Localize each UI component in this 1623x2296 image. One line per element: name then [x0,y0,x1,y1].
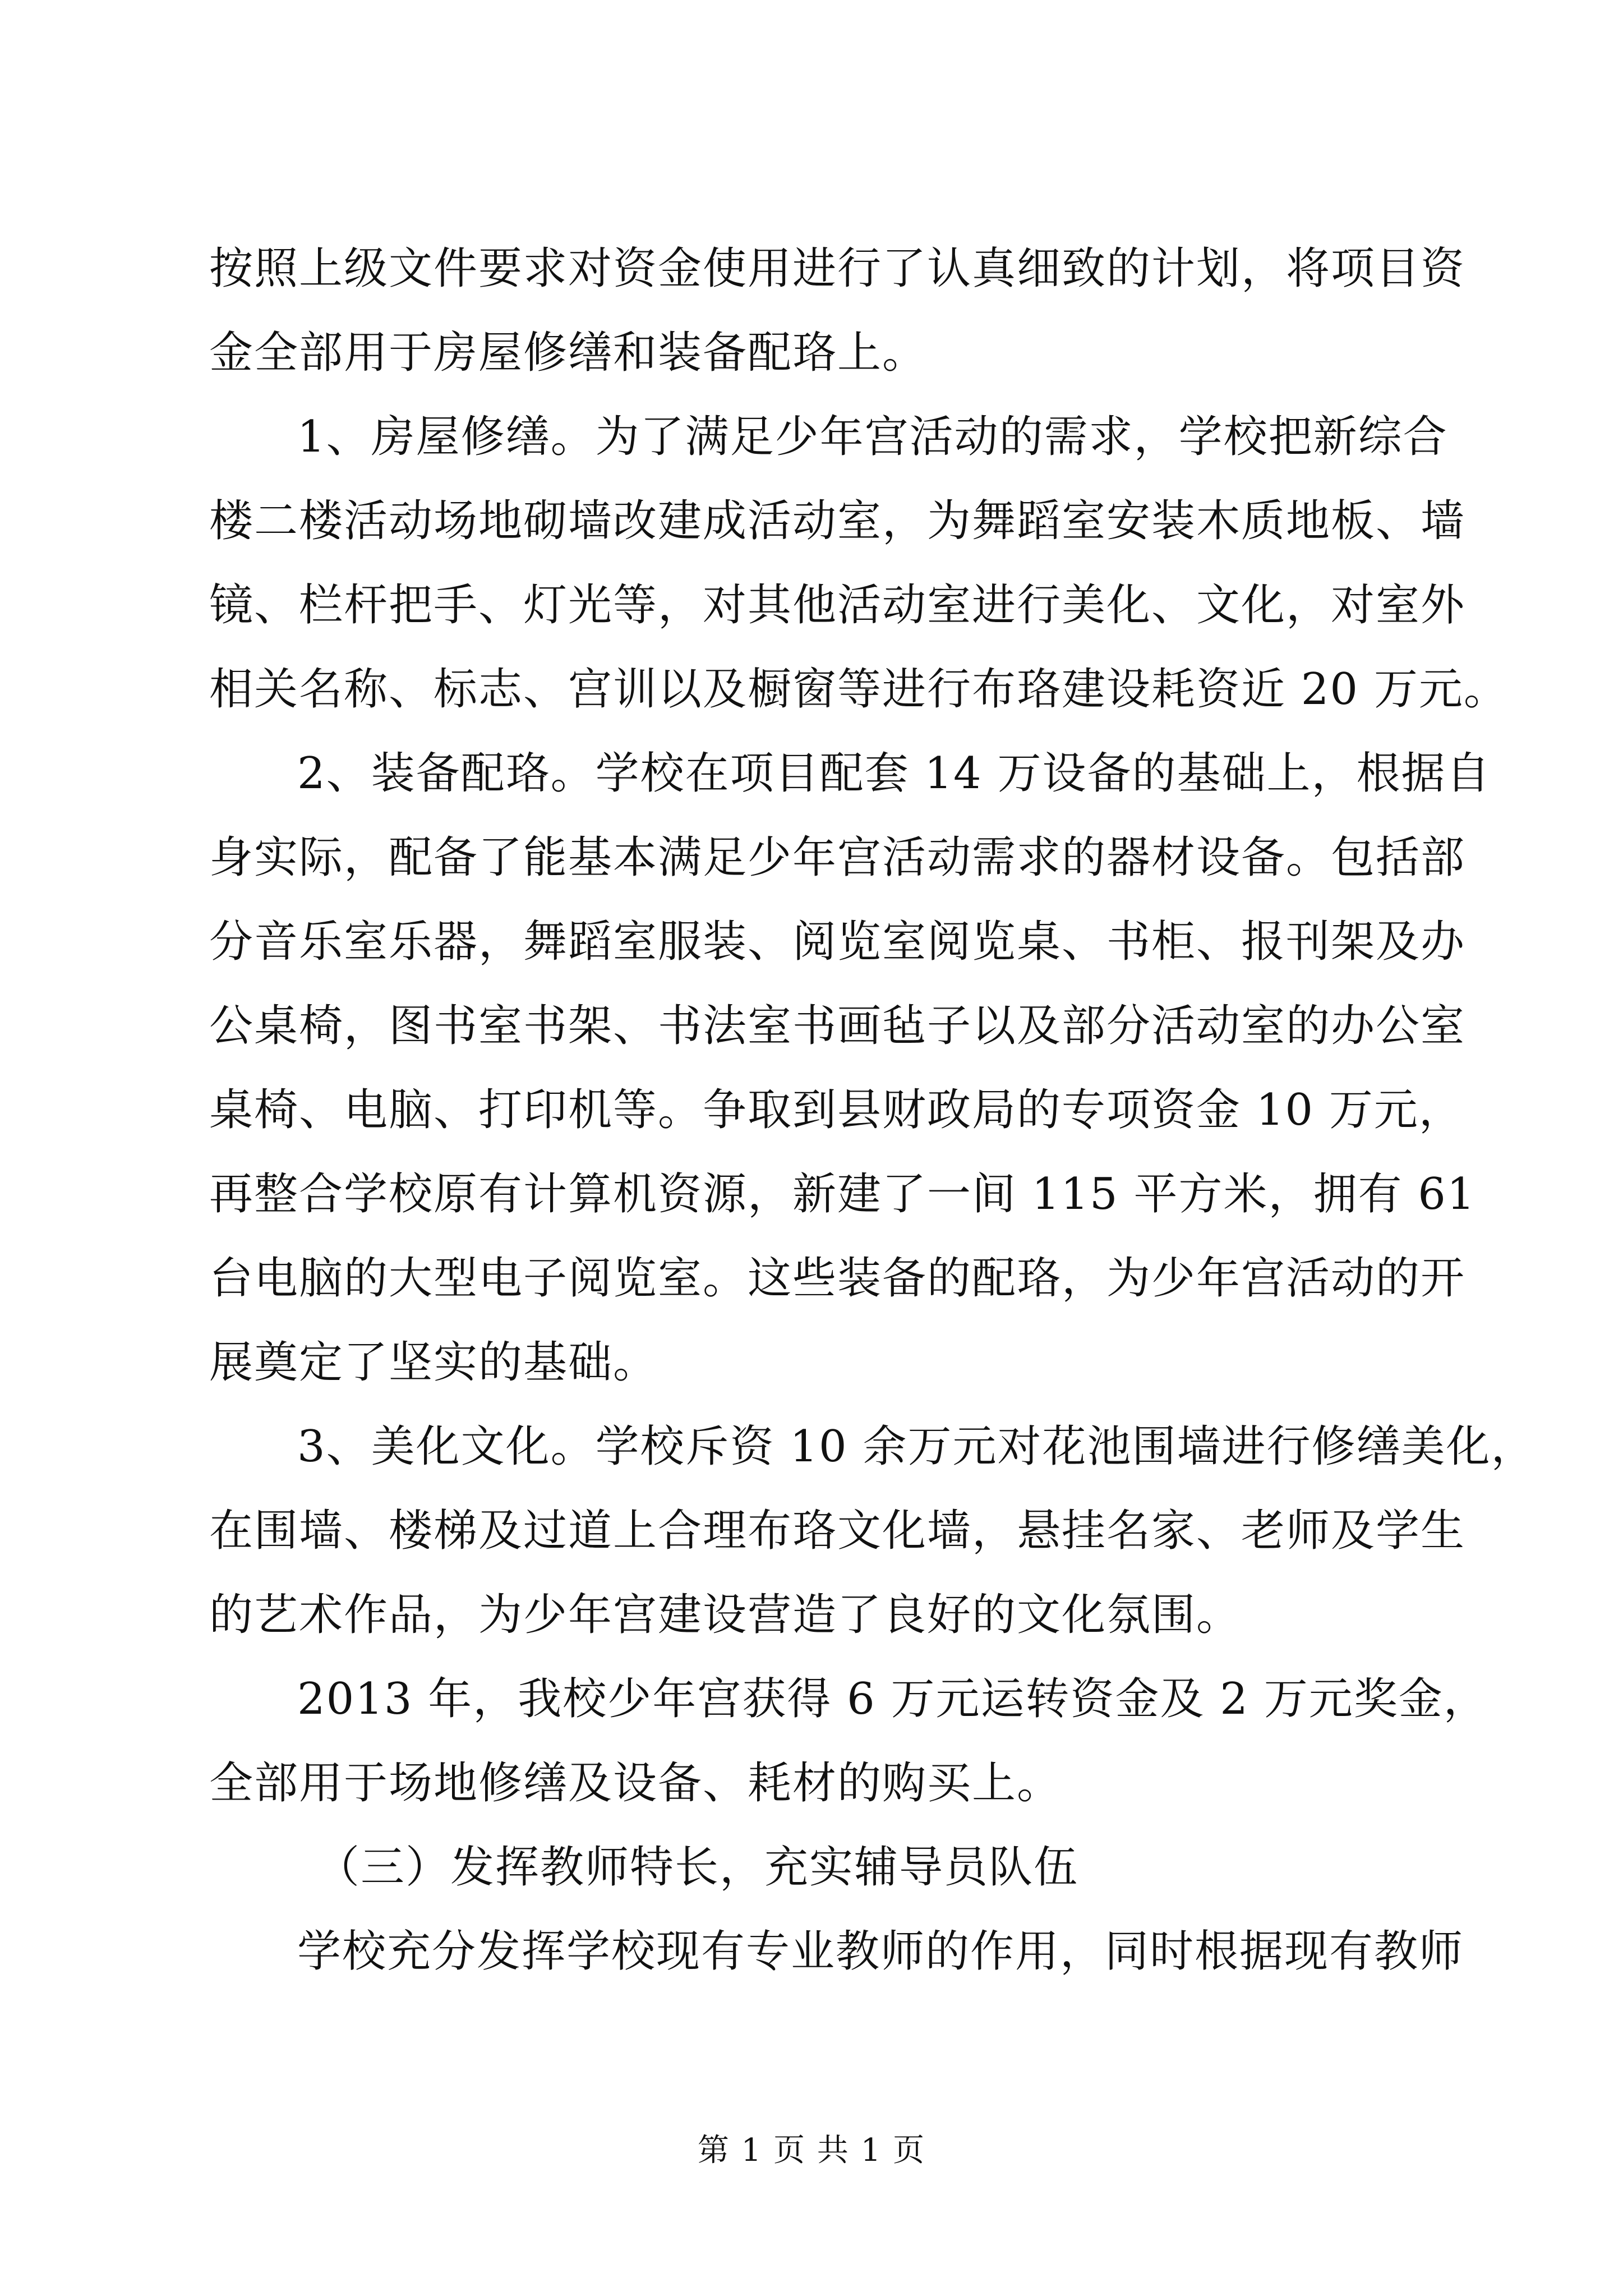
page-footer: 第 1 页 共 1 页 [697,2132,926,2169]
text-line: 金全部用于房屋修缮和装备配珞上。 [209,328,928,378]
text-line: 按照上级文件要求对资金使用进行了认真细致的计划，将项目资 [209,243,1466,294]
text-line: 展奠定了坚实的基础。 [209,1337,658,1388]
text-line: 楼二楼活动场地砌墙改建成活动室，为舞蹈室安装木质地板、墙 [209,496,1466,546]
text-line: 分音乐室乐器，舞蹈室服装、阅览室阅览桌、书柜、报刊架及办 [209,917,1466,967]
text-line: 学校充分发挥学校现有专业教师的作用，同时根据现有教师 [297,1926,1464,1977]
text-line: 桌椅、电脑、打印机等。争取到县财政局的专项资金 10 万元， [209,1085,1464,1135]
text-line: 3、美化文化。学校斥资 10 余万元对花池围墙进行修缮美化， [297,1421,1536,1472]
text-line: 身实际，配备了能基本满足少年宫活动需求的器材设备。包括部 [209,832,1466,883]
text-line: 台电脑的大型电子阅览室。这些装备的配珞，为少年宫活动的开 [209,1253,1466,1304]
text-line: 1、房屋修缮。为了满足少年宫活动的需求，学校把新综合 [297,412,1448,462]
text-line: 全部用于场地修缮及设备、耗材的购买上。 [209,1758,1062,1809]
document-body [209,243,1536,2014]
text-line: 2、装备配珞。学校在项目配套 14 万设备的基础上，根据自 [297,748,1491,799]
section-heading: （三）发挥教师特长，充实辅导员队伍 [316,1842,1079,1893]
text-line: 在围墙、楼梯及过道上合理布珞文化墙，悬挂名家、老师及学生 [209,1506,1466,1556]
text-line: 再整合学校原有计算机资源，新建了一间 115 平方米，拥有 61 [209,1169,1476,1220]
text-line: 的艺术作品，为少年宫建设营造了良好的文化氛围。 [209,1590,1242,1640]
text-line: 相关名称、标志、宫训以及橱窗等进行布珞建设耗资近 20 万元。 [209,664,1509,715]
text-line: 镜、栏杆把手、灯光等，对其他活动室进行美化、文化，对室外 [209,580,1466,631]
text-line: 公桌椅，图书室书架、书法室书画毡子以及部分活动室的办公室 [209,1001,1466,1051]
text-line: 2013 年，我校少年宫获得 6 万元运转资金及 2 万元奖金， [297,1674,1488,1724]
